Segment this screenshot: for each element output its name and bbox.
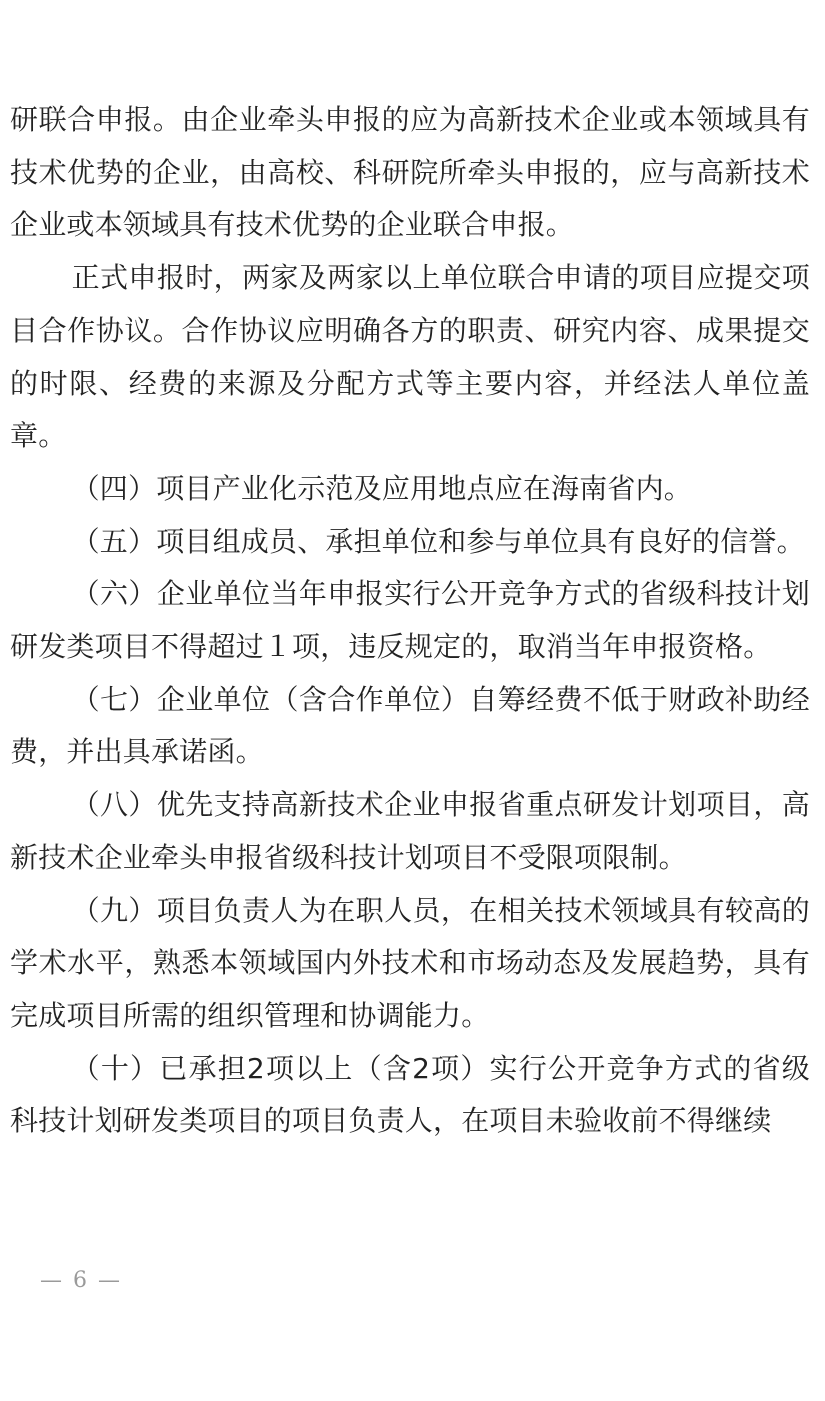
paragraph-item-10: （十）已承担2项以上（含2项）实行公开竞争方式的省级科技计划研发类项目的项目负责人，在项目未验收前不得继续 — [10, 1051, 810, 1138]
paragraph-item-6: （六）企业单位当年申报实行公开竞争方式的省级科技计划研发类项目不得超过１项，违反规定的，取消当年申报资格。 — [10, 577, 810, 664]
document-body — [10, 94, 810, 1148]
paragraph-item-7: （七）企业单位（含合作单位）自筹经费不低于财政补助经费，并出具承诺函。 — [10, 682, 810, 769]
paragraph-cooperation-agreement: 正式申报时，两家及两家以上单位联合申请的项目应提交项目合作协议。合作协议应明确各方的职责、研究内容、成果提交的时限、经费的来源及分配方式等主要内容，并经法人单位盖章。 — [10, 261, 810, 453]
paragraph-item-8: （八）优先支持高新技术企业申报省重点研发计划项目，高新技术企业牵头申报省级科技计划项目不受限项限制。 — [10, 788, 810, 874]
paragraph-joint-application: 研联合申报。由企业牵头申报的应为高新技术企业或本领域具有技术优势的企业，由高校、科研院所牵头申报的，应与高新技术企业或本领域具有技术优势的企业联合申报。 — [10, 103, 810, 242]
page-number: — 6 — — [40, 1268, 122, 1293]
paragraph-item-4: （四）项目产业化示范及应用地点应在海南省内。 — [71, 471, 692, 505]
paragraph-item-5: （五）项目组成员、承担单位和参与单位具有良好的信誉。 — [71, 524, 805, 558]
paragraph-item-9: （九）项目负责人为在职人员，在相关技术领域具有较高的学术水平，熟悉本领域国内外技术和市场动态及发展趋势，具有完成项目所需的组织管理和协调能力。 — [10, 893, 810, 1032]
